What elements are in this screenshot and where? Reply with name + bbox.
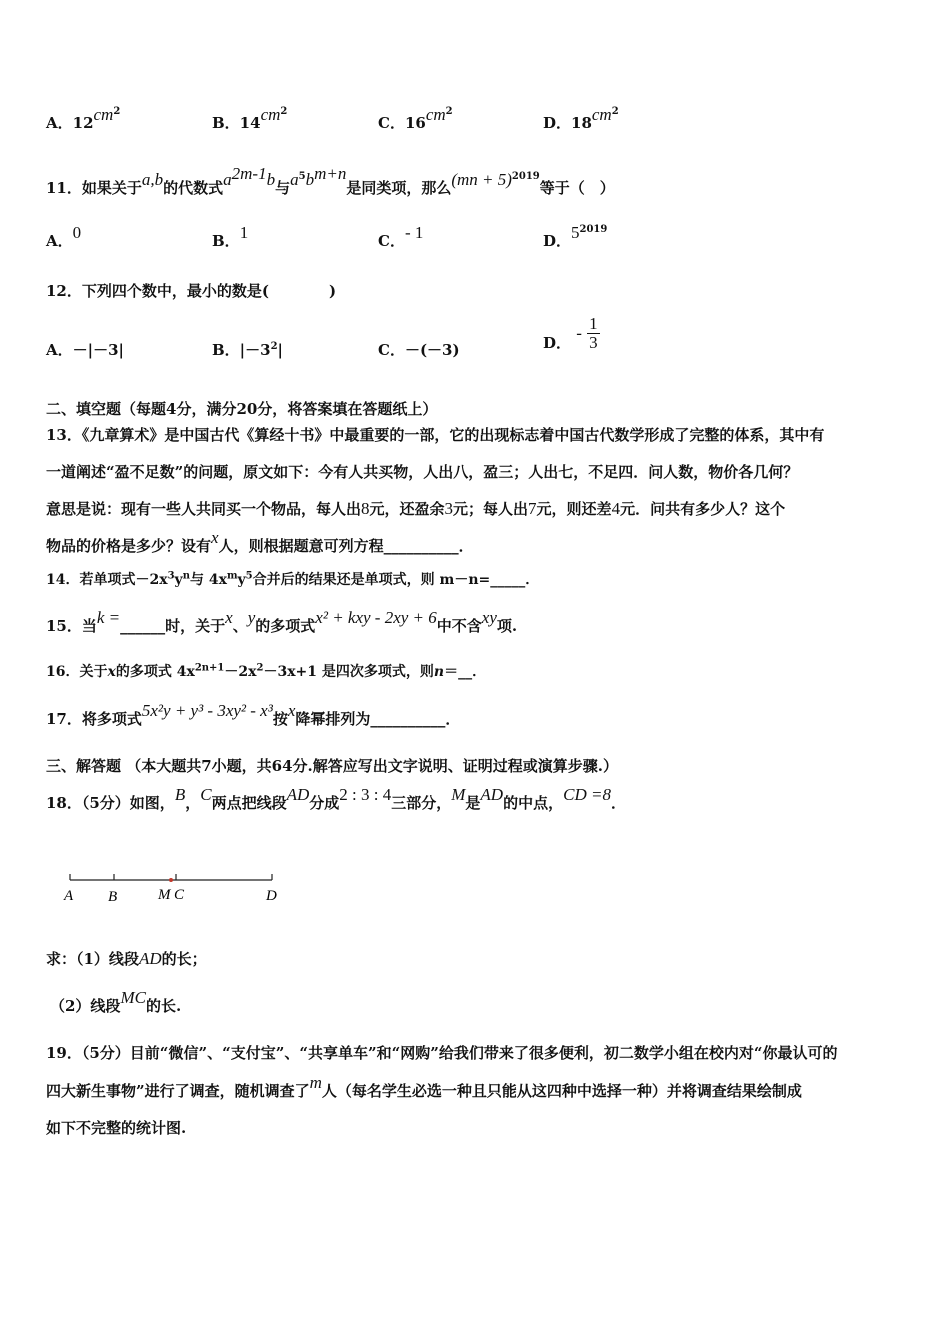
label-c: C — [174, 887, 185, 903]
question-14: 14．若单项式$-2x^3y^n$与 $4x^my^5$合并后的结果还是单项式，则 m－n=_____． — [46, 570, 540, 588]
q19-line-2: 四大新生事物”进行了调查，随机调查了m人（每名学生必选一种且只能从这四种中选择一种）并将调查结果绘制成 — [46, 1073, 802, 1100]
section-2-heading: 二、填空题（每题4分，满分20分，将答案填在答题纸上） — [46, 400, 438, 418]
q19-line-1: 19．（5分）目前“微信”、“支付宝”、“共享单车”和“网购”给我们带来了很多便利，初二数学小组在校内对“你最认可的 — [46, 1044, 838, 1062]
option-a: A．$12cm^2$ — [46, 105, 121, 132]
q11-option-c: C．- 1 — [378, 223, 424, 250]
q13-line-1: 13．《九章算术》是中国古代《算经十书》中最重要的一部，它的出现标志着中国古代数学形成了完整的体系，其中有 — [46, 426, 825, 444]
q12-option-b: B．$|-3^2|$ — [212, 341, 284, 359]
q11-option-a: A．0 — [46, 223, 82, 250]
section-3-heading: 三、解答题 （本大题共7小题，共64分.解答应写出文字说明、证明过程或演算步骤.） — [46, 757, 618, 775]
q12-option-d: D． - $\frac{1}{3}$ — [543, 314, 598, 352]
question-11: 11．如果关于a,b的代数式$a^{2m-1}b$与$a^5b^{m+n}$是同类项，那么(mn + 5)$^{2019}$等于（ ） — [46, 164, 615, 197]
q12-option-c: C．－(－3) — [378, 341, 460, 359]
midpoint-m-dot — [169, 878, 173, 882]
question-16: 16．关于x的多项式 $4x^{2n+1}-2x^2-3x+1$ 是四次多项式，则n＝__． — [46, 662, 487, 680]
label-b: B — [108, 889, 118, 905]
q11-option-b: B．1 — [212, 223, 249, 250]
question-17: 17．将多项式5x²y + y³ - 3xy² - x³按x降幂排列为__________． — [46, 701, 461, 728]
question-12: 12．下列四个数中，最小的数是( ) — [46, 282, 337, 300]
q12-option-a: A．－|－3| — [46, 341, 124, 359]
q19-line-3: 如下不完整的统计图. — [46, 1119, 187, 1137]
q18-ask-1: 求：（1）线段AD的长； — [46, 949, 207, 968]
q11-option-d: D．$5^{2019}$ — [543, 223, 608, 250]
label-d: D — [266, 888, 277, 904]
q13-line-2: 一道阐述“盈不足数”的问题，原文如下：今有人共买物，人出八，盈三；人出七，不足四．问人数，物价各几何？ — [46, 463, 799, 481]
option-d: D．$18cm^2$ — [543, 105, 619, 132]
label-a: A — [64, 888, 74, 904]
option-c: C．$16cm^2$ — [378, 105, 453, 132]
question-18: 18．（5分）如图，B，C两点把线段AD分成2 : 3 : 4三部分，M是AD的中点，CD =8． — [46, 785, 626, 812]
q18-ask-2: （2）线段MC的长. — [50, 988, 182, 1015]
segment-figure — [56, 868, 296, 908]
fraction: $\frac{1}{3}$ — [589, 314, 598, 352]
label-m: M — [158, 887, 171, 903]
option-b: B．$14cm^2$ — [212, 105, 288, 132]
question-15: 15．当k =______时，关于x、y的多项式x² + kxy - 2xy + 6中不含xy项. — [46, 608, 518, 635]
q13-line-4: 物品的价格是多少？设有x人，则根据题意可列方程__________． — [46, 528, 474, 555]
q13-line-3: 意思是说：现有一些人共同买一个物品，每人出8元，还盈余3元；每人出7元，则还差4元．问共有多少人？这个 — [46, 499, 786, 518]
